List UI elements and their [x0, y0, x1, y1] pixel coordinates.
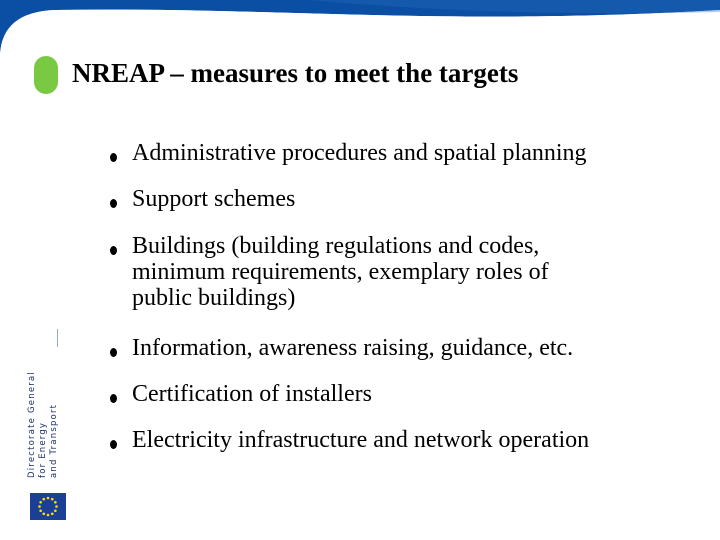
flag-star-icon	[42, 498, 45, 501]
dg-line: for Energy	[38, 421, 48, 478]
bullet-text-line: Administrative procedures and spatial planning	[132, 140, 587, 166]
bullet-item	[110, 186, 690, 212]
bullet-text-line: minimum requirements, exemplary roles of	[132, 259, 549, 285]
bullet-item	[110, 335, 690, 361]
bullet-dot-icon	[110, 199, 117, 208]
dg-line: Directorate General	[27, 371, 37, 478]
flag-star-icon	[47, 497, 50, 500]
bullet-dot-icon	[110, 440, 117, 449]
flag-star-icon	[55, 505, 58, 508]
flag-star-icon	[54, 509, 57, 512]
bullet-item	[110, 233, 690, 311]
flag-star-icon	[38, 505, 41, 508]
flag-star-icon	[47, 514, 50, 517]
bullet-text-line: Electricity infrastructure and network operation	[132, 427, 590, 453]
flag-star-icon	[51, 513, 54, 516]
bullet-text-line: Support schemes	[132, 186, 296, 212]
directorate-general-label	[27, 348, 60, 478]
flag-star-icon	[42, 513, 45, 516]
dg-line: and Transport	[49, 403, 59, 478]
bullet-text-line: public buildings)	[132, 285, 296, 311]
eu-flag-icon	[30, 493, 66, 520]
flag-star-icon	[39, 501, 42, 504]
bullet-dot-icon	[110, 394, 117, 403]
bullet-text-line: Buildings (building regulations and codes,	[132, 233, 540, 259]
flag-star-icon	[54, 501, 57, 504]
bullet-item	[110, 381, 690, 407]
title-bullet	[34, 56, 58, 94]
bullet-item	[110, 427, 690, 453]
flag-star-icon	[51, 498, 54, 501]
bullet-dot-icon	[110, 246, 117, 255]
bullet-dot-icon	[110, 348, 117, 357]
flag-star-icon	[39, 509, 42, 512]
bullet-dot-icon	[110, 153, 117, 162]
side-divider	[57, 329, 58, 347]
bullet-item	[110, 140, 690, 166]
bullet-text-line: Information, awareness raising, guidance, etc.	[132, 335, 574, 361]
bullet-text-line: Certification of installers	[132, 381, 372, 407]
slide-title: NREAP – measures to meet the targets	[72, 58, 519, 88]
